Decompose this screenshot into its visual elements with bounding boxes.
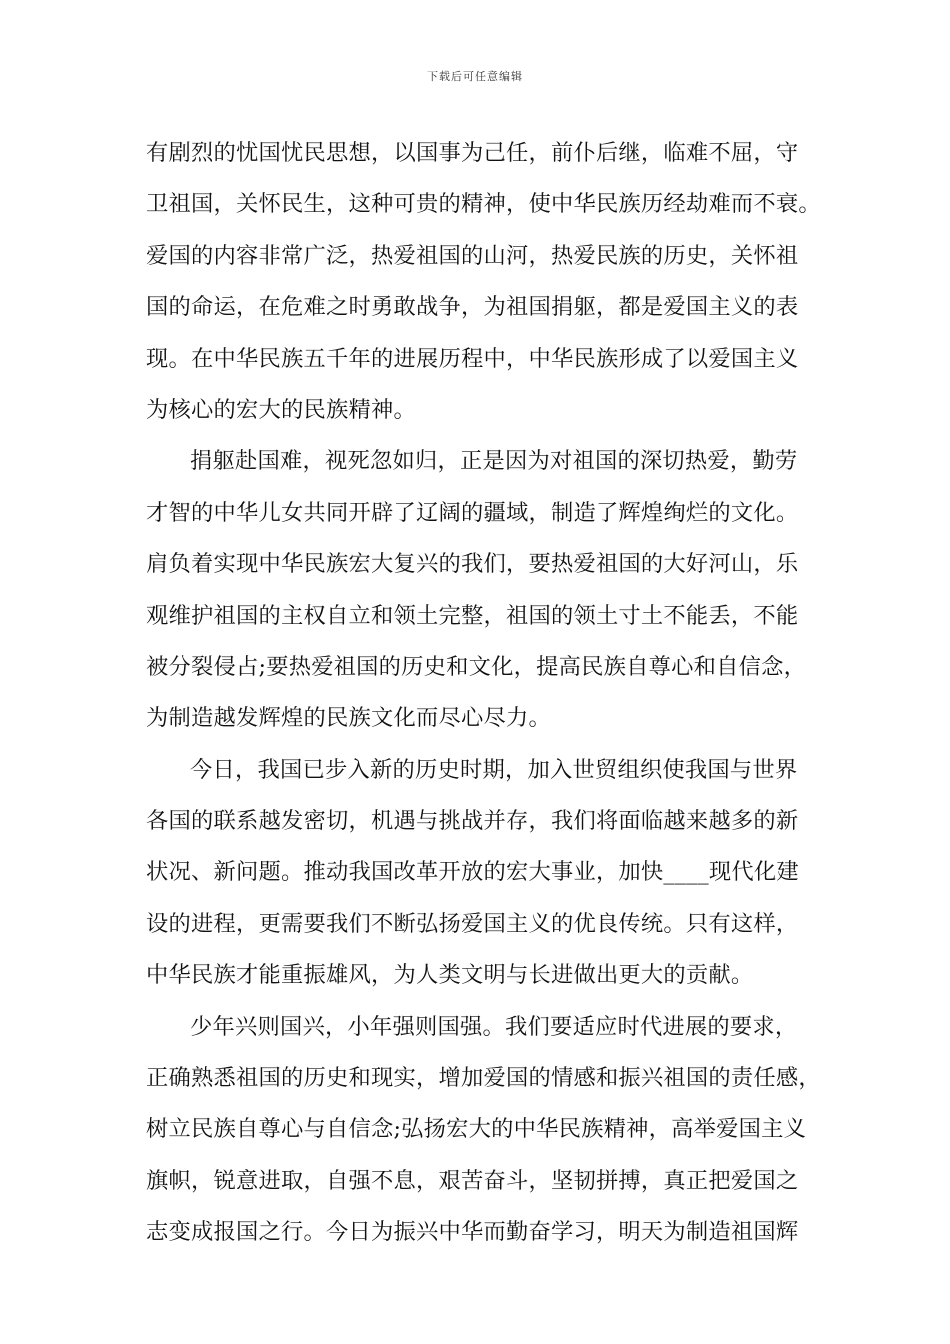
text-line: 才智的中华儿女共同开辟了辽阔的疆域，制造了辉煌绚烂的文化。: [146, 499, 799, 526]
text-line: 有剧烈的忧国忧民思想，以国事为己任，前仆后继，临难不屈，守: [146, 140, 799, 166]
document-body: [146, 128, 821, 1259]
text-line: 旗帜，锐意进取，自强不息，艰苦奋斗，坚韧拼搏，真正把爱国之: [146, 1167, 799, 1194]
text-line: 为核心的宏大的民族精神。: [146, 396, 416, 423]
text-line: 捐躯赴国难，视死忽如归，正是因为对祖国的深切热爱，勤劳: [190, 448, 798, 475]
text-line: 少年兴则国兴，小年强则国强。我们要适应时代进展的要求，: [190, 1013, 798, 1040]
page-header-note: 下载后可任意编辑: [427, 70, 523, 83]
text-line: 正确熟悉祖国的历史和现实，增加爱国的情感和振兴祖国的责任感，: [146, 1065, 821, 1092]
text-line: 树立民族自尊心与自信念;弘扬宏大的中华民族精神，高举爱国主义: [146, 1116, 807, 1143]
text-line: 中华民族才能重振雄风，为人类文明与长进做出更大的贡献。: [146, 962, 754, 989]
text-line: 志变成报国之行。今日为振兴中华而勤奋学习，明天为制造祖国辉: [146, 1219, 799, 1246]
text-line: 肩负着实现中华民族宏大复兴的我们，要热爱祖国的大好河山，乐: [146, 551, 799, 578]
text-line: 爱国的内容非常广泛，热爱祖国的山河，热爱民族的历史，关怀祖: [146, 242, 799, 269]
text-line: 国的命运，在危难之时勇敢战争，为祖国捐躯，都是爱国主义的表: [146, 294, 799, 321]
text-line: 设的进程，更需要我们不断弘扬爱国主义的优良传统。只有这样，: [146, 910, 799, 937]
text-line: 各国的联系越发密切，机遇与挑战并存，我们将面临越来越多的新: [146, 808, 799, 835]
text-line: 今日，我国已步入新的历史时期，加入世贸组织使我国与世界: [190, 756, 798, 783]
text-line: 现。在中华民族五千年的进展历程中，中华民族形成了以爱国主义: [146, 345, 799, 372]
text-line: 状况、新问题。推动我国改革开放的宏大事业，加快____现代化建: [146, 859, 799, 886]
text-line: 为制造越发辉煌的民族文化而尽心尽力。: [146, 705, 551, 732]
text-line: 卫祖国，关怀民生，这种可贵的精神，使中华民族历经劫难而不衰。: [146, 191, 821, 218]
text-line: 观维护祖国的主权自立和领土完整，祖国的领土寸土不能丢，不能: [146, 602, 799, 629]
text-line: 被分裂侵占;要热爱祖国的历史和文化，提高民族自尊心和自信念，: [146, 653, 807, 680]
